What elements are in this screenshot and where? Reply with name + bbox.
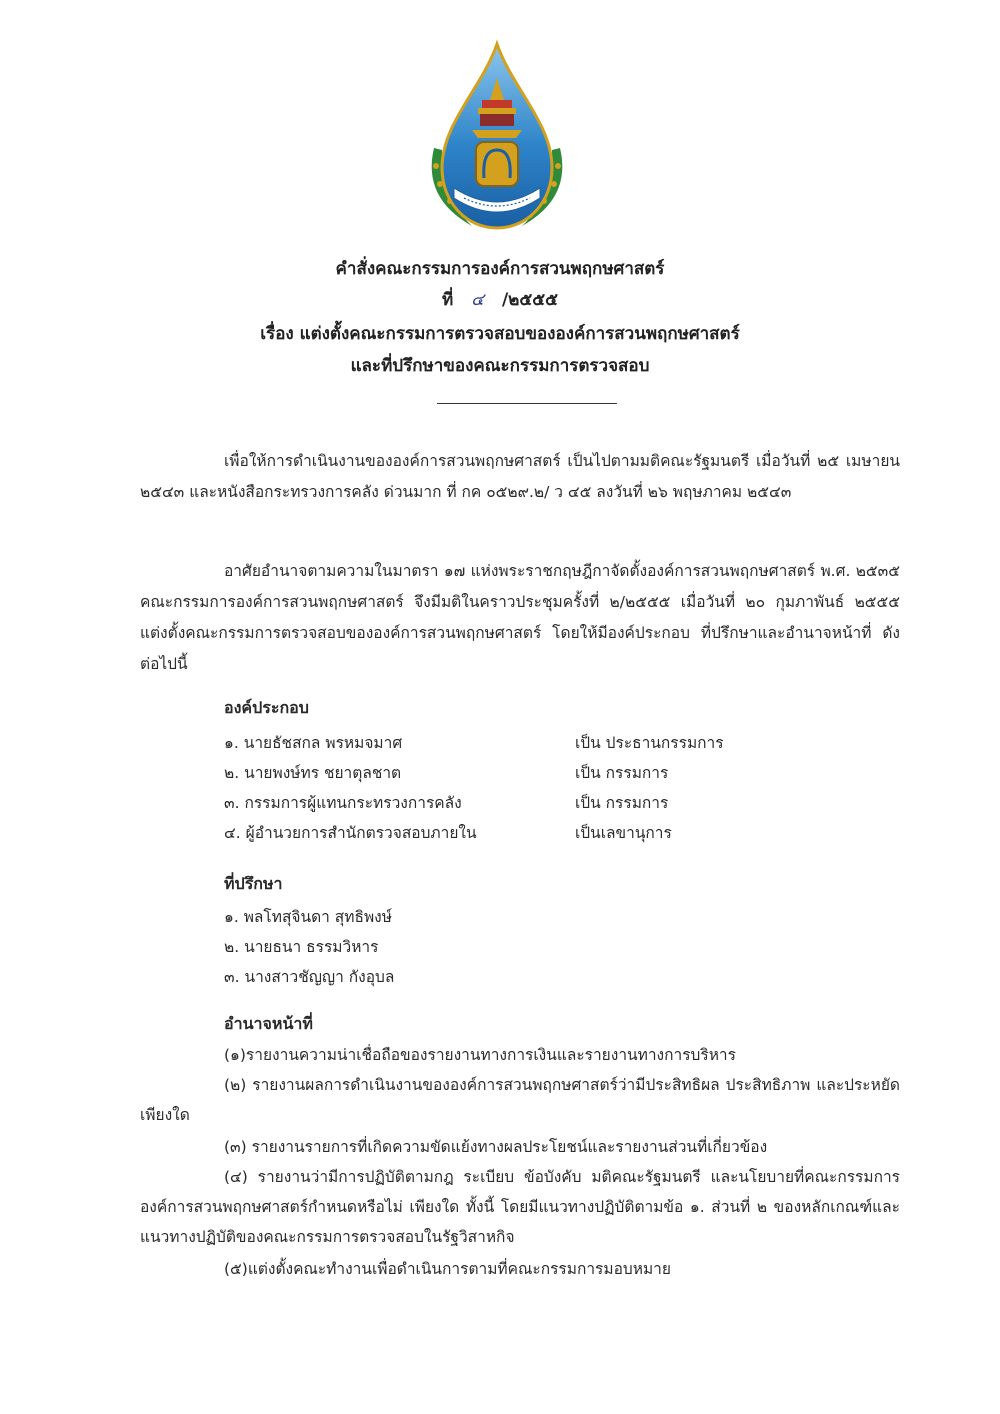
member-row	[224, 730, 402, 755]
composition-heading: องค์ประกอบ	[224, 698, 309, 717]
advisor-number: ๑.	[224, 908, 239, 926]
advisor-name: นายธนา ธรรมวิหาร	[244, 938, 379, 956]
member-role: เป็น กรรมการ	[575, 764, 669, 782]
member-role: เป็นเลขานุการ	[575, 824, 672, 842]
subject-line-1: เรื่อง แต่งตั้งคณะกรรมการตรวจสอบขององค์การสวนพฤกษศาสตร์	[260, 324, 740, 344]
title-divider	[437, 403, 617, 404]
duty-item	[140, 1254, 900, 1284]
advisor-name: นางสาวชัญญา กังอุบล	[244, 968, 395, 986]
duty-text: (๕)แต่งตั้งคณะทำงานเพื่อดำเนินการตามที่คณะกรรมการมอบหมาย	[224, 1260, 671, 1278]
order-number-suffix: /๒๕๕๕	[501, 290, 558, 310]
duty-text: (๔) รายงานว่ามีการปฏิบัติตามกฎ ระเบียบ ข้อบังคับ มติคณะรัฐมนตรี และนโยบายที่คณะกรรมการองค์การสวนพฤกษศาสตร์กำหนดหรือไม่ เพียงใด ทั้งนี้ โดยมีแนวทางปฏิบัติตามข้อ ๑. ส่วนที่ ๒ ของหลักเกณฑ์และแนวทางปฏิบัติของคณะกรรมการตรวจสอบในรัฐวิสาหกิจ	[140, 1168, 900, 1246]
advisor-name: พลโทสุจินดา สุทธิพงษ์	[243, 908, 392, 926]
duty-item	[140, 1132, 900, 1162]
paragraph-1-text: เพื่อให้การดำเนินงานขององค์การสวนพฤกษศาสตร์ เป็นไปตามมติคณะรัฐมนตรี เมื่อวันที่ ๒๕ เมษายน ๒๕๔๓ และหนังสือกระทรวงการคลัง ด่วนมาก ที่ กค ๐๕๒๙.๒/ ว ๔๕ ลงวันที่ ๒๖ พฤษภาคม ๒๕๔๓	[140, 452, 900, 501]
member-row	[224, 790, 462, 815]
member-name: นายพงษ์ทร ชยาตุลชาต	[244, 764, 402, 782]
subject-line-2: และที่ปรึกษาของคณะกรรมการตรวจสอบ	[350, 356, 650, 376]
member-name: กรรมการผู้แทนกระทรวงการคลัง	[244, 794, 462, 812]
order-title: คำสั่งคณะกรรมการองค์การสวนพฤกษศาสตร์	[335, 259, 665, 279]
duty-item	[140, 1162, 900, 1252]
advisor-row	[224, 934, 378, 959]
order-number-value: ๔	[471, 290, 485, 310]
paragraph-1	[140, 446, 900, 508]
duty-text: (๑)รายงานความน่าเชื่อถือของรายงานทางการเงินและรายงานทางการบริหาร	[224, 1046, 736, 1064]
order-number-prefix: ที่	[442, 290, 454, 310]
organization-logo	[412, 38, 582, 238]
duty-item	[140, 1070, 900, 1130]
advisor-row	[224, 904, 392, 929]
advisor-row	[224, 964, 394, 989]
advisor-number: ๓.	[224, 968, 240, 986]
member-number: ๑.	[224, 734, 239, 752]
duty-text: (๒) รายงานผลการดำเนินงานขององค์การสวนพฤกษศาสตร์ว่ามีประสิทธิผล ประสิทธิภาพ และประหยัดเพียงใด	[140, 1076, 900, 1124]
member-name: นายธัชสกล พรหมจมาศ	[243, 734, 403, 752]
member-number: ๒.	[224, 764, 240, 782]
member-row	[224, 760, 401, 785]
member-role: เป็น ประธานกรรมการ	[575, 734, 724, 752]
paragraph-2-text: อาศัยอำนาจตามความในมาตรา ๑๗ แห่งพระราชกฤษฎีกาจัดตั้งองค์การสวนพฤกษศาสตร์ พ.ศ. ๒๕๓๕ คณะกรรมการองค์การสวนพฤกษศาสตร์ จึงมีมติในคราวประชุมครั้งที่ ๒/๒๕๕๕ เมื่อวันที่ ๒๐ กุมภาพันธ์ ๒๕๕๕ แต่งตั้งคณะกรรมการตรวจสอบขององค์การสวนพฤกษศาสตร์ โดยให้มีองค์ประกอบ ที่ปรึกษาและอำนาจหน้าที่ ดังต่อไปนี้	[140, 562, 900, 673]
member-name: ผู้อำนวยการสำนักตรวจสอบภายใน	[245, 824, 477, 842]
duty-item	[140, 1040, 900, 1070]
member-row	[224, 820, 477, 845]
duty-text: (๓) รายงานรายการที่เกิดความขัดแย้งทางผลประโยชน์และรายงานส่วนที่เกี่ยวข้อง	[224, 1138, 768, 1156]
paragraph-2	[140, 556, 900, 680]
member-number: ๔.	[224, 824, 241, 842]
member-role: เป็น กรรมการ	[575, 794, 669, 812]
order-number	[0, 286, 1000, 313]
duties-heading: อำนาจหน้าที่	[224, 1014, 313, 1033]
advisors-heading: ที่ปรึกษา	[224, 874, 283, 893]
member-number: ๓.	[224, 794, 240, 812]
advisor-number: ๒.	[224, 938, 240, 956]
